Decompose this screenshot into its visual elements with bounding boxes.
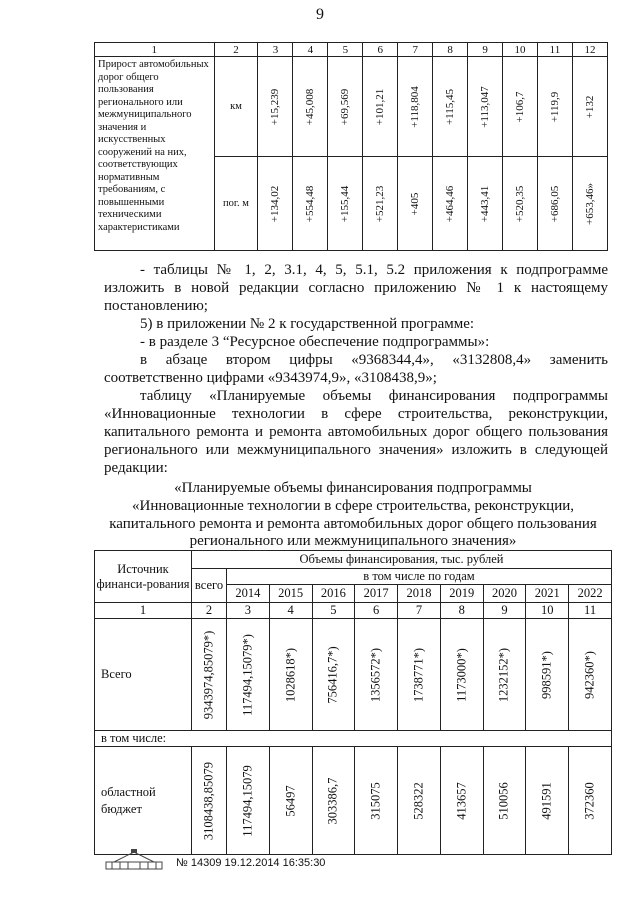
paragraph-line: редакции: — [104, 460, 168, 476]
building-logo-icon — [104, 848, 164, 872]
total-cell — [192, 747, 227, 855]
value-cell — [328, 57, 363, 157]
table-header-row — [95, 43, 608, 57]
value-cell — [572, 57, 607, 157]
col-number: 5 — [328, 43, 363, 57]
col-number: 9 — [483, 603, 526, 619]
value-text: 413657 — [454, 781, 469, 820]
value-cell — [440, 619, 483, 731]
table-row — [95, 747, 612, 855]
value-cell — [312, 747, 355, 855]
value-cell — [572, 157, 607, 251]
value-text: +554,48 — [304, 185, 317, 222]
subtotal-label: в том числе: — [95, 731, 612, 747]
value-cell — [355, 747, 398, 855]
value-cell — [503, 157, 538, 251]
value-cell — [526, 619, 569, 731]
value-cell — [468, 57, 503, 157]
col-number: 11 — [569, 603, 612, 619]
total-header: всего — [192, 569, 227, 603]
value-text: 756416,7*) — [325, 645, 340, 704]
value-cell — [537, 57, 572, 157]
value-cell — [433, 157, 468, 251]
year-cell: 2021 — [526, 585, 569, 603]
value-cell — [440, 747, 483, 855]
paragraph-line: - таблицы № 1, 2, 3.1, 4, 5, 5.1, 5.2 приложения к подпрограмме — [140, 262, 608, 278]
value-text: 528322 — [411, 781, 426, 820]
value-cell — [433, 57, 468, 157]
paragraph-line: - в разделе 3 “Ресурсное обеспечение подпрограммы»: — [140, 334, 490, 350]
value-text: 303386,7 — [325, 777, 340, 824]
year-cell: 2019 — [440, 585, 483, 603]
paragraph-line: 5) в приложении № 2 к государственной программе: — [140, 316, 475, 332]
value-text: +69,569 — [339, 88, 352, 125]
unit-cell: км — [214, 57, 258, 157]
value-text: +521,23 — [374, 185, 387, 222]
col-number: 10 — [526, 603, 569, 619]
value-cell — [526, 747, 569, 855]
value-text: +118,804 — [409, 85, 422, 128]
value-text: 117494,15079 — [240, 764, 255, 837]
col-number: 12 — [572, 43, 607, 57]
table-row — [95, 619, 612, 731]
year-cell: 2018 — [398, 585, 441, 603]
col-number: 3 — [227, 603, 270, 619]
value-cell — [398, 57, 433, 157]
value-cell — [398, 157, 433, 251]
value-text: +106,7 — [514, 91, 526, 122]
col-number: 11 — [537, 43, 572, 57]
value-text: 117494,15079*) — [240, 633, 255, 716]
table-row — [95, 57, 608, 157]
col-number: 7 — [398, 43, 433, 57]
value-text: 3108438,85079 — [201, 761, 216, 840]
value-cell — [569, 619, 612, 731]
year-cell: 2016 — [312, 585, 355, 603]
col-number: 4 — [269, 603, 312, 619]
value-cell — [293, 157, 328, 251]
value-text: 1232152*) — [496, 647, 511, 702]
col-number: 10 — [503, 43, 538, 57]
paragraph-line: соответственно цифрами «9343974,9», «3108438,9»; — [104, 370, 437, 386]
value-cell — [537, 157, 572, 251]
source-header: Источник финанси-рования — [95, 551, 192, 603]
value-text: 1173000*) — [454, 647, 469, 702]
value-text: +101,21 — [374, 88, 387, 125]
paragraph-line: постановлению; — [104, 298, 208, 314]
paragraph-line: в абзаце втором цифры «9368344,4», «3132808,4» заменить — [140, 352, 608, 368]
financing-table — [94, 550, 612, 855]
value-cell — [363, 157, 398, 251]
col-number: 2 — [214, 43, 258, 57]
value-text: 372360 — [582, 781, 597, 820]
col-number: 8 — [433, 43, 468, 57]
value-text: 998591*) — [539, 650, 554, 699]
year-cell: 2022 — [569, 585, 612, 603]
value-cell — [312, 619, 355, 731]
value-cell — [269, 619, 312, 731]
volumes-header: Объемы финансирования, тыс. рублей — [192, 551, 612, 569]
value-text: +134,02 — [269, 185, 282, 222]
value-cell — [227, 747, 270, 855]
value-text: +155,44 — [339, 185, 352, 222]
year-cell: 2020 — [483, 585, 526, 603]
value-cell — [483, 619, 526, 731]
year-cell: 2014 — [227, 585, 270, 603]
value-text: 491591 — [539, 781, 554, 820]
table-header-row — [95, 551, 612, 569]
value-text: +15,239 — [269, 88, 282, 125]
col-number: 7 — [398, 603, 441, 619]
value-cell — [258, 157, 293, 251]
col-number: 4 — [293, 43, 328, 57]
value-text: +132 — [583, 95, 596, 118]
col-number: 1 — [95, 43, 215, 57]
indicator-table — [94, 42, 608, 251]
value-text: +443,41 — [479, 185, 492, 222]
value-text: +405 — [409, 192, 422, 215]
value-cell — [569, 747, 612, 855]
by-years-header: в том числе по годам — [227, 569, 612, 585]
col-number: 6 — [363, 43, 398, 57]
row-label: Всего — [95, 619, 192, 731]
value-cell — [503, 57, 538, 157]
value-cell — [258, 57, 293, 157]
column-numbers-row — [95, 603, 612, 619]
value-text: 1356572*) — [368, 647, 383, 702]
value-cell — [483, 747, 526, 855]
value-cell — [468, 157, 503, 251]
value-cell — [398, 747, 441, 855]
value-text: 315075 — [368, 781, 383, 820]
value-text: +686,05 — [548, 185, 561, 222]
value-cell — [293, 57, 328, 157]
value-text: +45,008 — [304, 88, 317, 125]
value-text: +113,047 — [479, 85, 492, 128]
col-number: 5 — [312, 603, 355, 619]
col-number: 8 — [440, 603, 483, 619]
col-number: 2 — [192, 603, 227, 619]
value-text: 1028618*) — [283, 647, 298, 702]
value-text: +464,46 — [444, 185, 457, 222]
row-label: Прирост автомобильных дорог общего пользования регионального или межмуниципального значения и искусственных сооружений на них, соответствующих нормативным требованиям, с повышенными техническими характеристиками — [95, 57, 215, 251]
year-cell: 2017 — [355, 585, 398, 603]
value-text: +520,35 — [514, 185, 526, 222]
value-cell — [363, 57, 398, 157]
value-text: 9343974,85079*) — [201, 630, 216, 719]
value-cell — [355, 619, 398, 731]
paragraph-line: «Инновационные технологии в сфере строительства, реконструкции, — [104, 406, 608, 422]
value-text: +119,9 — [548, 91, 561, 122]
unit-cell: пог. м — [214, 157, 258, 251]
year-cell: 2015 — [269, 585, 312, 603]
value-text: 1738771*) — [411, 647, 426, 702]
value-text: 56497 — [283, 784, 298, 817]
row-label: областной бюджет — [95, 747, 192, 855]
registration-stamp: № 14309 19.12.2014 16:35:30 — [176, 857, 326, 869]
table-title-line: регионального или межмуниципального значения» — [189, 533, 517, 549]
value-cell — [398, 619, 441, 731]
value-text: +653,46» — [583, 182, 596, 225]
table-title-line: «Планируемые объемы финансирования подпрограммы — [174, 480, 532, 496]
col-number: 6 — [355, 603, 398, 619]
paragraph-line: таблицу «Планируемые объемы финансирования подпрограммы — [140, 388, 608, 404]
value-text: 942360*) — [582, 650, 597, 699]
table-title-line: капитального ремонта и ремонта автомобильных дорог общего пользования — [109, 516, 597, 532]
paragraph-line: изложить в новой редакции согласно приложению № 1 к настоящему — [104, 280, 608, 296]
col-number: 1 — [95, 603, 192, 619]
paragraph-line: регионального или межмуниципального значения» изложить в следующей — [104, 442, 608, 458]
table-row — [95, 731, 612, 747]
value-cell — [269, 747, 312, 855]
total-cell — [192, 619, 227, 731]
page-number: 9 — [316, 6, 324, 23]
value-cell — [328, 157, 363, 251]
value-text: 510056 — [496, 781, 511, 820]
value-cell — [227, 619, 270, 731]
paragraph-line: капитального ремонта и ремонта автомобильных дорог общего пользования — [104, 424, 608, 440]
table-title-line: «Инновационные технологии в сфере строительства, реконструкции, — [131, 498, 575, 514]
col-number: 3 — [258, 43, 293, 57]
col-number: 9 — [468, 43, 503, 57]
value-text: +115,45 — [444, 88, 457, 125]
